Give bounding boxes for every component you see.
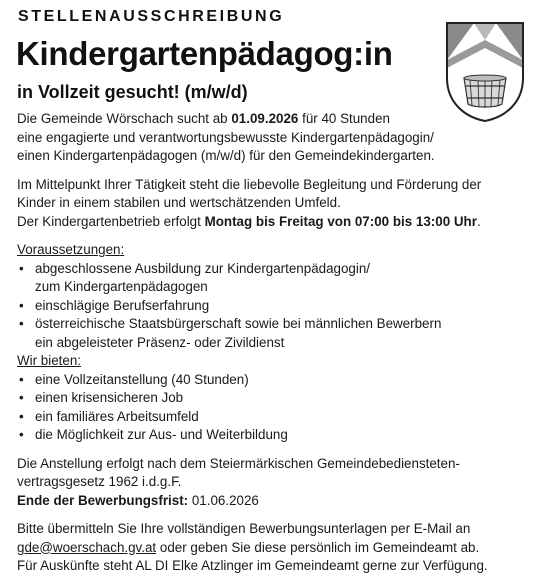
working-hours: Montag bis Freitag von 07:00 bis 13:00 Uhr	[204, 213, 477, 229]
list-item: • abgeschlossene Ausbildung zur Kindergartenpädagogin/ zum Kindergartenpädagogen	[17, 260, 537, 297]
requirements-heading: Voraussetzungen:	[17, 242, 125, 257]
deadline-label: Ende der Bewerbungsfrist:	[17, 492, 189, 508]
focus-text: Der Kindergartenbetrieb erfolgt	[17, 213, 205, 229]
list-item: • österreichische Staatsbürgerschaft sowie bei männlichen Bewerbern ein abgeleisteter Präsenz- oder Zivildienst	[17, 315, 537, 352]
focus-paragraph	[17, 176, 537, 232]
legal-text: Die Anstellung erfolgt nach dem Steiermärkischen Gemeindebediensteten-	[17, 455, 460, 471]
intro-text: einen Kindergartenpädagogen (m/w/d) für den Gemeindekindergarten.	[17, 148, 435, 163]
contact-paragraph	[17, 520, 537, 576]
legal-text: vertragsgesetz 1962 i.d.g.F.	[17, 474, 182, 489]
start-date: 01.09.2026	[231, 111, 299, 126]
list-item: • einen krisensicheren Job	[17, 389, 537, 408]
focus-text: .	[476, 213, 481, 229]
offer-heading: Wir bieten:	[17, 353, 81, 368]
requirements-list	[17, 260, 537, 353]
list-item: • die Möglichkeit zur Aus- und Weiterbildung	[17, 426, 537, 445]
page-title: Kindergartenpädagog:in	[16, 35, 393, 72]
focus-text: Im Mittelpunkt Ihrer Tätigkeit steht die liebevolle Begleitung und Förderung der	[17, 176, 482, 192]
subtitle: in Vollzeit gesucht! (m/w/d)	[17, 82, 248, 102]
focus-text: Kinder in einem stabilen und wertschätzenden Umfeld.	[17, 195, 341, 210]
contact-text: Für Auskünfte steht AL DI Elke Atzlinger im Gemeindeamt gerne zur Verfügung.	[17, 558, 488, 573]
contact-text: oder geben Sie diese persönlich im Gemeindeamt ab.	[156, 539, 480, 555]
offer-list	[17, 371, 537, 445]
email-link[interactable]: gde@woerschach.gv.at	[17, 539, 157, 555]
list-item: • einschlägige Berufserfahrung	[17, 297, 537, 316]
ad-body	[17, 110, 537, 576]
kicker-heading: STELLENAUSSCHREIBUNG	[18, 8, 285, 25]
contact-text: Bitte übermitteln Sie Ihre vollständigen Bewerbungsunterlagen per E-Mail an	[17, 521, 471, 536]
intro-text: Die Gemeinde Wörschach sucht ab	[17, 111, 232, 126]
list-item: • eine Vollzeitanstellung (40 Stunden)	[17, 371, 537, 390]
deadline-value: 01.06.2026	[188, 492, 259, 508]
coat-of-arms-icon	[444, 20, 526, 124]
legal-paragraph	[17, 455, 537, 511]
list-item: • ein familiäres Arbeitsumfeld	[17, 408, 537, 427]
intro-paragraph	[17, 110, 537, 166]
intro-text: für 40 Stunden	[298, 111, 390, 126]
intro-text: eine engagierte und verantwortungsbewusste Kindergartenpädagogin/	[17, 129, 434, 145]
